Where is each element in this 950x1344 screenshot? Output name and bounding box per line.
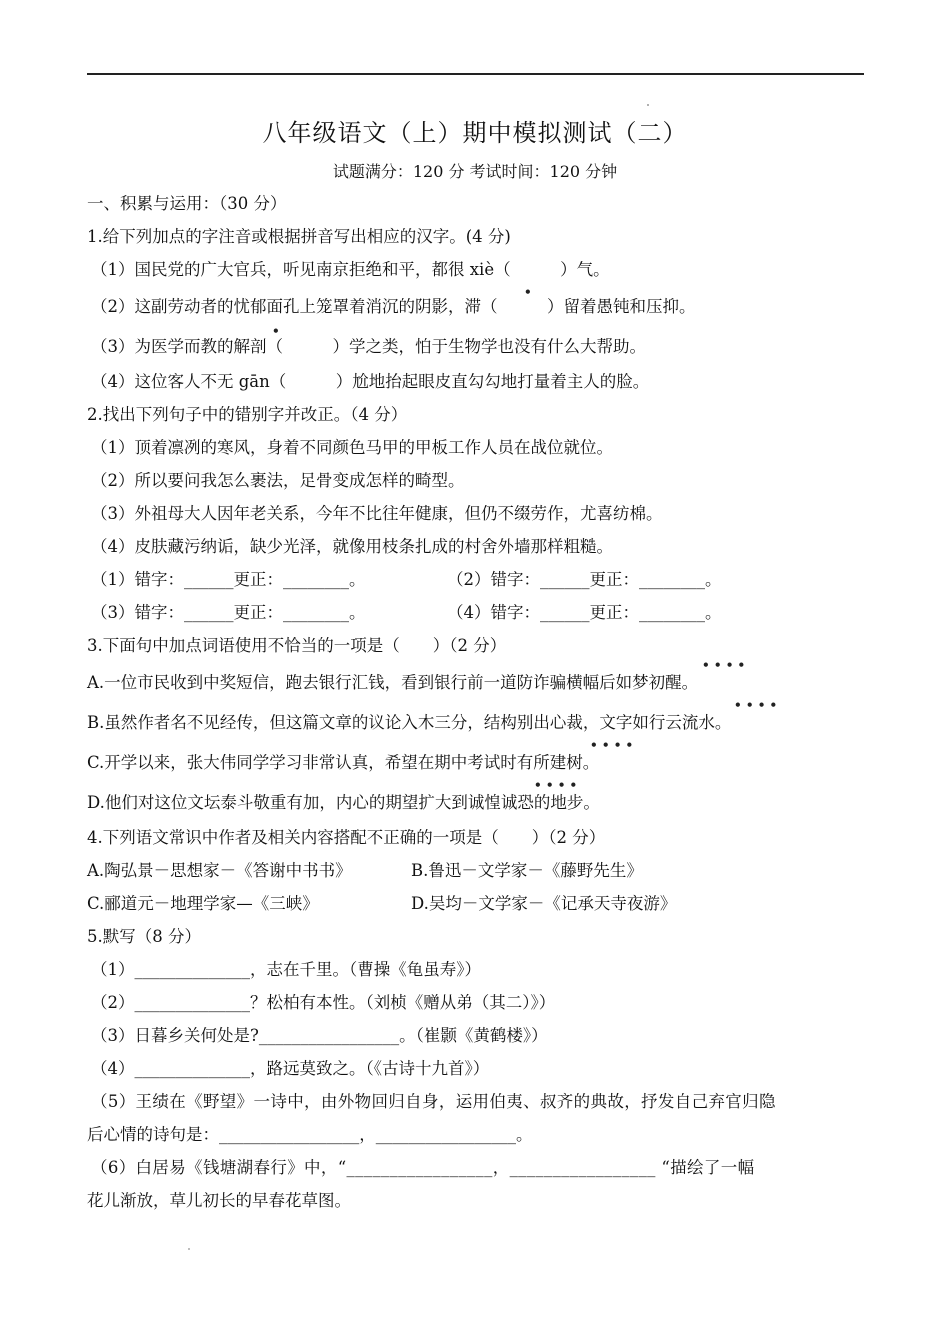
q3-option-d: D.他们对这位文坛泰斗敬重有加，内心的期望扩大到诚惶诚恐的地步。 — [87, 793, 600, 812]
q1-item-4: （4）这位客人不无 gān（ ）尬地抬起眼皮直勾勾地打量着主人的脸。 — [91, 372, 650, 391]
top-rule — [87, 73, 864, 75]
q2-answer-4: （4）错字：______更正：________。 — [447, 603, 722, 622]
q5-item-2: （2）______________？松柏有本性。（刘桢《赠从弟（其二）》） — [91, 993, 556, 1012]
q1-item-1: （1）国民党的广大官兵，听见南京拒绝和平，都很 xiè（ ）气。 — [91, 260, 610, 279]
q2-item-1: （1）顶着凛冽的寒风，身着不同颜色马甲的甲板工作人员在战位就位。 — [91, 438, 613, 457]
emphasis-dot: • — [524, 285, 532, 299]
emphasis-dot: • — [272, 324, 280, 338]
question-2: 2.找出下列句子中的错别字并改正。（4 分） — [87, 405, 408, 424]
q5-item-5: （5）王绩在《野望》一诗中，由外物回归自身，运用伯夷、叔齐的典故，抒发自己弃官归隐 — [91, 1092, 776, 1111]
q2-item-3: （3）外祖母大人因年老关系，今年不比往年健康，但仍不缀劳作，尤喜纺棉。 — [91, 504, 663, 523]
q1-item-3: （3）为医学而教的解剖（ ）学之类，怕于生物学也没有什么大帮助。 — [91, 337, 646, 356]
q3-option-a: A.一位市民收到中奖短信，跑去银行汇钱，看到银行前一道防诈骗横幅后如梦初醒。 — [87, 673, 699, 692]
q5-item-5-cont: 后心情的诗句是：_________________，_________________。 — [87, 1125, 533, 1144]
q2-answer-2: （2）错字：______更正：________。 — [447, 570, 722, 589]
speck — [188, 1248, 190, 1250]
speck — [647, 104, 649, 106]
q4-option-b: B.鲁迅－文学家－《藤野先生》 — [411, 861, 643, 880]
page-title: 八年级语文（上）期中模拟测试（二） — [262, 119, 688, 147]
q5-item-4: （4）______________，路远莫致之。（《古诗十九首》） — [91, 1059, 490, 1078]
question-3: 3.下面句中加点词语使用不恰当的一项是（ ）（2 分） — [87, 636, 507, 655]
question-4: 4.下列语文常识中作者及相关内容搭配不正确的一项是（ ）（2 分） — [87, 828, 606, 847]
q5-item-1: （1）______________，志在千里。（曹操《龟虽寿》） — [91, 960, 481, 979]
q5-item-6-cont: 花儿渐放，草儿初长的早春花草图。 — [87, 1191, 351, 1210]
q3-option-b: B.虽然作者名不见经传，但这篇文章的议论入木三分，结构别出心裁，文字如行云流水。 — [87, 713, 732, 732]
q4-option-c: C.郦道元－地理学家—《三峡》 — [87, 894, 319, 913]
q2-item-4: （4）皮肤藏污纳诟，缺少光泽，就像用枝条扎成的村舍外墙那样粗糙。 — [91, 537, 613, 556]
question-1: 1.给下列加点的字注音或根据拼音写出相应的汉字。(4 分) — [87, 227, 511, 246]
q2-answer-3: （3）错字：______更正：________。 — [91, 603, 366, 622]
q1-item-2: （2）这副劳动者的忧郁面孔上笼罩着消沉的阴影，滞（ ）留着愚钝和压抑。 — [91, 297, 696, 316]
q2-answer-1: （1）错字：______更正：________。 — [91, 570, 366, 589]
q3-option-c: C.开学以来，张大伟同学学习非常认真，希望在期中考试时有所建树。 — [87, 753, 600, 772]
q5-item-6: （6）白居易《钱塘湖春行》中，“_________________，_________________ “描绘了一幅 — [91, 1158, 755, 1177]
emphasis-dots: • • • • — [702, 658, 746, 672]
q5-item-3: （3）日暮乡关何处是?_________________。（崔颢《黄鹤楼》） — [91, 1026, 548, 1045]
section-heading: 一、积累与运用：（30 分） — [87, 194, 287, 213]
q4-option-a: A.陶弘景－思想家－《答谢中书书》 — [87, 861, 352, 880]
emphasis-dots: • • • • — [734, 698, 778, 712]
q4-option-d: D.吴均－文学家－《记承天寺夜游》 — [411, 894, 677, 913]
emphasis-dots: • • • • — [590, 738, 634, 752]
question-5: 5.默写（8 分） — [87, 927, 201, 946]
q2-item-2: （2）所以要问我怎么裹法，足骨变成怎样的畸型。 — [91, 471, 465, 490]
emphasis-dots: • • • • — [534, 778, 578, 792]
exam-info: 试题满分：120 分 考试时间：120 分钟 — [332, 162, 618, 181]
